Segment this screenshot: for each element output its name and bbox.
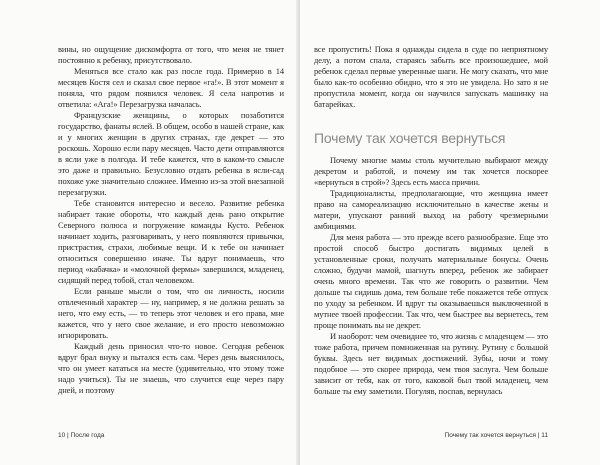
paragraph: Меняться все стало как раз после года. Примерно в 14 месяцев Костя сел и сказал свое первое «га!». В этот момент я поняла, что рядом появился человек. Я села напротив и ответила: «Ага!» Перезагрузка началась. (58, 66, 284, 109)
paragraph: Каждый день приносил что-то новое. Сегодня ребенок вдруг брал внуку и пытался есть сам. Через день выяснилось, что он умеет кататься на месте (удивительно, что этому тоже надо учиться). Ты не знаешь, что случится еще через пару дней, и поэтому (58, 341, 284, 395)
paragraph: вины, но ощущение дискомфорта от того, что меня не тянет постоянно к ребенку, присутствовало. (58, 44, 284, 65)
page-footer: Почему так хочется вернуться | 11 (444, 432, 548, 439)
paragraph: Для меня работа — это прежде всего разнообразие. Еще это простой способ быстро достигать видимых целей в установленные сроки, получать материальные бонусы. Очень сложно, будучи мамой, шагнуть вперед, ребенок же забирает очень много времени. Так что же говорить о развитии. Чем дольше ты сидишь дома, тем больше тебе покажется тебе отпуск по уходу за ребенком. И вдруг ты оказываешься выключенной в мутнее твоей профессии. Так что, чем быстрее вы вернетесь, тем проще понимать вы не декрет. (314, 232, 548, 330)
paragraph: все пропустить! Пока я однажды сидела в суде по неприятному делу, а потом спала, стараясь забыть все произошедшее, мой ребенок сделал первые уверенные шаги. Не могу сказать, что мне было как-то особенно обидно, что я это не увидела. Но зато я не пропустила момент, когда он научился запускать машинку на батарейках. (314, 44, 548, 109)
paragraph: И наоборот: чем очевиднее то, что жизнь с младенцем — это тоже работа, причем помноженная на рутину. Рутину с большой буквы. Здесь нет видимых достижений. Зубы, ночи и тому подобное — это скорее природа, чем твоя заслуга. Чем больше зависит от тебя, как от того, каковой был твой младенец, чем больше ты ему заметили. Погуляв, поспав, вернулась (314, 331, 548, 396)
section-heading: Почему так хочется вернуться (314, 130, 506, 146)
paragraph: Традиционалисты, предполагающие, что женщина имеет право на самореализацию исключительно в качестве жены и матери, упускают ранний выход на работу чрезмерными амбициями. (314, 188, 548, 231)
paragraph: Если раньше мысли о том, что он личность, носили отвлеченный характер — ну, например, я не должна решать за него, что ему есть, — то теперь этот человек и его права, мне кажется, что у него свое желание, и его просто невозможно игнорировать. (58, 286, 284, 340)
paragraph: Тебе становится интересно и весело. Развитие ребенка набирает такие обороты, что каждый день рано открытие Северного полюса и погружение команды Кусто. Ребенок начинает ходить, разговаривать, у него появляются привычки, пристрастия, страхи, любимые вещи. И к тебе он начинает относиться совершенно иначе. Ты вдруг понимаешь, что период «кабачка» и «молочной фермы» завершился, младенец, сидящий перед тобой, стал человеком. (58, 198, 284, 285)
paragraph: Французские женщины, о которых позаботится государство, фанаты яслей. В общем, особо в нашей стране, как и у многих женщин в других странах, где декрет — это роскошь. Хорошо если пару месяцев. Часто дети отправляются в ясли уже в полгода. И тебе кажется, что в каком-то смысле это даже и правильно. Безусловно отдать ребенка в ясли-сад похоже уже значительно сложнее. Именно из-за этой внезапной перезагрузки. (58, 110, 284, 197)
paragraph: Почему многие мамы столь мучительно выбирают между декретом и работой, и почему им так хочется поскорее «вернуться в строй»? Здесь есть масса причин. (314, 155, 548, 187)
page-footer: 10 | После года (58, 432, 105, 439)
right-page (300, 0, 600, 465)
